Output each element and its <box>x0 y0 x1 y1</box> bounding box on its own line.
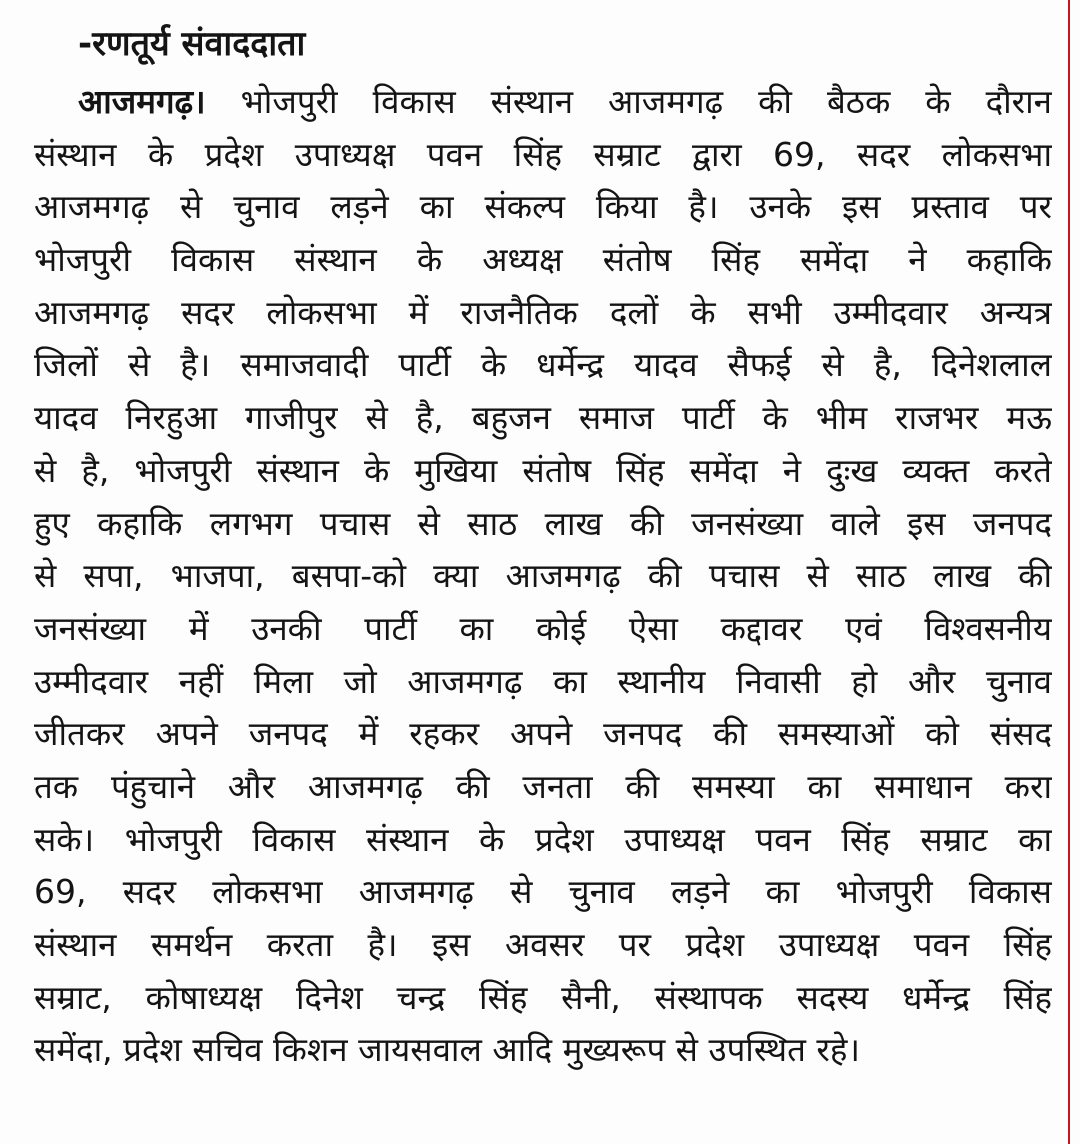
article-line: जीतकर अपने जनपद में रहकर अपने जनपद की समस्याओं को संसद <box>34 714 1052 754</box>
article-line: भोजपुरी विकास संस्थान के अध्यक्ष संतोष सिंह समेंदा ने कहाकि <box>34 240 1052 280</box>
article-line: आजमगढ़ से चुनाव लड़ने का संकल्प किया है। उनके इस प्रस्ताव पर <box>34 187 1052 227</box>
article-line-text: भोजपुरी विकास संस्थान आजमगढ़ की बैठक के दौरान <box>205 82 1052 121</box>
article-line: सके। भोजपुरी विकास संस्थान के प्रदेश उपाध्यक्ष पवन सिंह सम्राट का <box>34 819 1052 859</box>
article-line: हुए कहाकि लगभग पचास से साठ लाख की जनसंख्या वाले इस जनपद <box>34 503 1052 543</box>
article-line: 69, सदर लोकसभा आजमगढ़ से चुनाव लड़ने का भोजपुरी विकास <box>34 872 1052 912</box>
article-line: संस्थान समर्थन करता है। इस अवसर पर प्रदेश उपाध्यक्ष पवन सिंह <box>34 925 1052 964</box>
article-line: सम्राट, कोषाध्यक्ष दिनेश चन्द्र सिंह सैनी, संस्थापक सदस्य धर्मेन्द्र सिंह <box>34 977 1052 1017</box>
byline: -रणतूर्य संवाददाता <box>78 24 306 64</box>
article-line: तक पंहुचाने और आजमगढ़ की जनता की समस्या का समाधान करा <box>34 766 1052 806</box>
article-line: से सपा, भाजपा, बसपा-को क्या आजमगढ़ की पचास से साठ लाख की <box>34 556 1052 596</box>
column-rule <box>1068 0 1070 1144</box>
article-line: आजमगढ़ सदर लोकसभा में राजनैतिक दलों के सभी उम्मीदवार अन्यत्र <box>34 292 1052 332</box>
dateline: आजमगढ़। <box>78 82 206 121</box>
article-line: यादव निरहुआ गाजीपुर से है, बहुजन समाज पार्टी के भीम राजभर मऊ <box>34 398 1052 438</box>
article-line: उम्मीदवार नहीं मिला जो आजमगढ़ का स्थानीय निवासी हो और चुनाव <box>34 661 1052 701</box>
article-line: समेंदा, प्रदेश सचिव किशन जायसवाल आदि मुख्यरूप से उपस्थित रहे। <box>34 1030 860 1070</box>
article-line: जनसंख्या में उनकी पार्टी का कोई ऐसा कद्दावर एवं विश्वसनीय <box>34 608 1052 648</box>
article-line: जिलों से है। समाजवादी पार्टी के धर्मेन्द्र यादव सैफई से है, दिनेशलाल <box>34 345 1052 385</box>
article-line: संस्थान के प्रदेश उपाध्यक्ष पवन सिंह सम्राट द्वारा 69, सदर लोकसभा <box>34 134 1052 174</box>
news-article <box>34 18 1052 1077</box>
article-line: से है, भोजपुरी संस्थान के मुखिया संतोष सिंह समेंदा ने दुःख व्यक्त करते <box>34 450 1052 490</box>
article-line <box>34 76 1052 129</box>
